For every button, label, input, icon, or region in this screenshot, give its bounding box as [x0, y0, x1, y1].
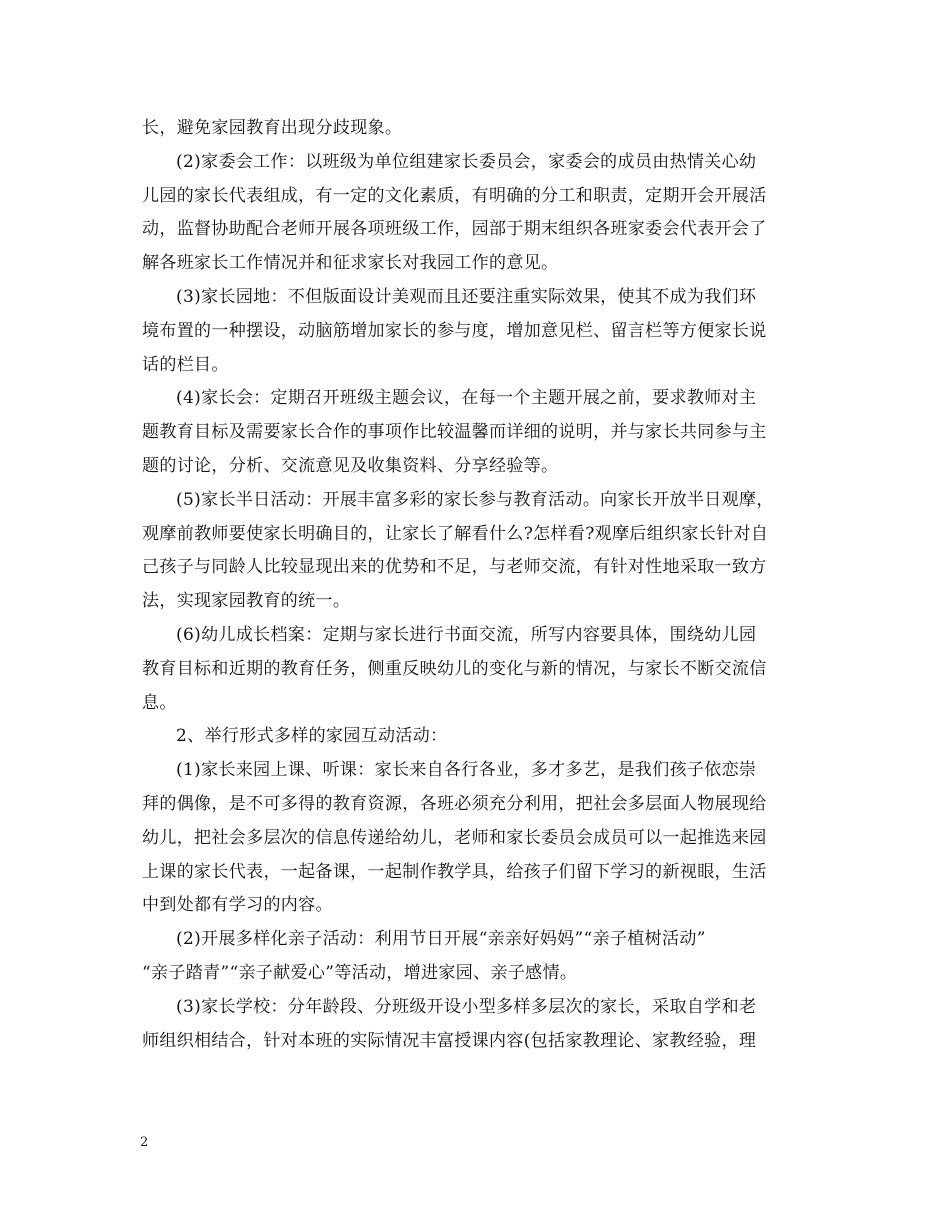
text-line: 幼儿，把社会多层次的信息传递给幼儿，老师和家长委员会成员可以一起推选来园	[142, 827, 767, 848]
section-heading: 2、举行形式多样的家园互动活动：	[176, 726, 448, 747]
text-line: 解各班家长工作情况并和征求家长对我园工作的意见。	[142, 253, 559, 274]
text-line: 题的讨论，分析、交流意见及收集资料、分享经验等。	[142, 455, 559, 476]
text-line: 境布置的一种摆设，动脑筋增加家长的参与度，增加意见栏、留言栏等方便家长说	[142, 320, 767, 341]
text-line: 己孩子与同龄人比较显现出来的优势和不足，与老师交流，有针对性地采取一致方	[142, 557, 767, 578]
document-body	[142, 112, 810, 1058]
text-line: 儿园的家长代表组成，有一定的文化素质，有明确的分工和职责，定期开会开展活	[142, 185, 767, 206]
paragraph-first-line: (2)开展多样化亲子活动：利用节日开展“亲亲好妈妈”“亲子植树活动”	[176, 929, 706, 950]
paragraph-first-line: (4)家长会：定期召开班级主题会议，在每一个主题开展之前，要求教师对主	[176, 388, 757, 409]
text-line: 动，监督协助配合老师开展各项班级工作，园部于期末组织各班家委会代表开会了	[142, 219, 767, 240]
text-line: 话的栏目。	[142, 354, 229, 375]
paragraph-first-line: (6)幼儿成长档案：定期与家长进行书面交流，所写内容要具体，围绕幼儿园	[176, 624, 757, 645]
text-line: 教育目标和近期的教育任务，侧重反映幼儿的变化与新的情况，与家长不断交流信	[142, 658, 767, 679]
text-line: 拜的偶像，是不可多得的教育资源，各班必须充分利用，把社会多层面人物展现给	[142, 793, 767, 814]
text-line: 师组织相结合，针对本班的实际情况丰富授课内容(包括家教理论、家教经验，理	[142, 1030, 757, 1051]
text-line: 题教育目标及需要家长合作的事项作比较温馨而详细的说明，并与家长共同参与主	[142, 422, 767, 443]
page-number: 2	[140, 1135, 149, 1150]
paragraph-first-line: (3)家长学校：分年龄段、分班级开设小型多样多层次的家长，采取自学和老	[176, 996, 757, 1017]
paragraph-first-line: (5)家长半日活动：开展丰富多彩的家长参与教育活动。向家长开放半日观摩，	[176, 489, 774, 510]
paragraph-first-line: (3)家长园地：不但版面设计美观而且还要注重实际效果，使其不成为我们环	[176, 286, 757, 307]
text-line: “亲子踏青”“亲子献爱心”等活动，增进家园、亲子感情。	[142, 962, 578, 983]
paragraph-first-line: (2)家委会工作：以班级为单位组建家长委员会，家委会的成员由热情关心幼	[176, 151, 757, 172]
text-line: 息。	[142, 692, 177, 713]
text-line: 上课的家长代表，一起备课，一起制作教学具，给孩子们留下学习的新视眼，生活	[142, 861, 767, 882]
text-line: 观摩前教师要使家长明确目的，让家长了解看什么?怎样看?观摩后组织家长针对自	[142, 523, 769, 544]
text-line: 中到处都有学习的内容。	[142, 895, 333, 916]
text-line: 长，避免家园教育出现分歧现象。	[142, 118, 403, 138]
paragraph-first-line: (1)家长来园上课、听课：家长来自各行各业，多才多艺，是我们孩子依恋崇	[176, 760, 757, 781]
text-line: 法，实现家园教育的统一。	[142, 591, 351, 612]
